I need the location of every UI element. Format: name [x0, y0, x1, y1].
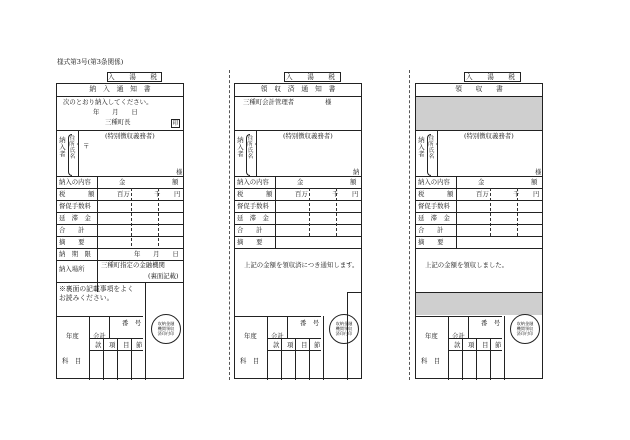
- fee-label: 督促手数料: [418, 202, 450, 210]
- special-collector: (特別徴収義務者): [105, 132, 155, 140]
- address-label: 住所・氏名: [247, 136, 259, 160]
- mayor-name: 三種町長: [105, 118, 131, 126]
- special-collector: (特別徴収義務者): [283, 132, 333, 140]
- account-label: 会計: [271, 332, 284, 340]
- number-label: 番 号: [300, 319, 320, 327]
- total-label: 合 計: [418, 226, 444, 234]
- number-label: 番 号: [122, 319, 142, 327]
- number-label: 番 号: [481, 319, 501, 327]
- tax-title-1: 入 湯 税: [108, 73, 161, 81]
- tax-label: 税: [237, 190, 244, 198]
- setsu-label: 節: [136, 341, 143, 349]
- subject-label: 科 目: [421, 357, 441, 365]
- gaku-label: 額: [350, 178, 357, 186]
- tax-label: 税: [59, 190, 66, 198]
- fee-label: 督促手数料: [59, 202, 91, 210]
- gray-area-bottom: [416, 293, 542, 315]
- gray-area-top: [416, 97, 542, 130]
- thousand-label: 千: [332, 190, 339, 198]
- fiscal-year-label: 年度: [425, 332, 438, 340]
- gaku-label: 額: [531, 178, 538, 186]
- payment-content-label: 納入の内容: [418, 178, 450, 186]
- kin-label: 金: [297, 178, 304, 186]
- setsu-label: 節: [314, 341, 321, 349]
- place-text: 三種町指定の金融機関: [101, 261, 165, 269]
- note-text: ※裏面の記載事項をよくお読みください。: [59, 285, 134, 302]
- address-label: 住所・氏名: [428, 136, 440, 160]
- place-note: (裏面記載): [148, 272, 179, 280]
- postal-mark: 〒: [83, 142, 90, 150]
- account-label: 会計: [93, 332, 106, 340]
- recipient-name: 三種町会計管理者: [243, 98, 295, 106]
- intro-text: 次のとおり納入してください。: [63, 98, 153, 106]
- sama-label: 様: [176, 168, 183, 176]
- receipt-notice-form: [234, 83, 362, 379]
- tax-amount-label: 額: [266, 190, 273, 198]
- seal-stamp: 印: [172, 120, 179, 127]
- thousand-label: 千: [513, 190, 520, 198]
- place-label: 納入場所: [59, 265, 85, 273]
- summary-label: 摘 要: [418, 238, 444, 246]
- tax-amount-label: 額: [88, 190, 95, 198]
- million-label: 百万: [117, 190, 130, 198]
- bank-receipt-seal: 収納金融 機関領収 済印付印: [329, 314, 359, 344]
- bank-receipt-seal: 収納金融 機関領収 済印付印: [151, 314, 181, 344]
- total-label: 合 計: [59, 226, 85, 234]
- payer-label: 納入者: [59, 136, 66, 158]
- receipt-notice-text: 上記の金額を領収済につき通知します。: [244, 261, 359, 269]
- fiscal-year-label: 年度: [66, 332, 79, 340]
- form-title: 納 入 通 知 書: [89, 85, 151, 93]
- deadline-label: 納 期 限: [59, 250, 91, 258]
- kou-label: 項: [468, 341, 475, 349]
- receipt-text: 上記の金額を領収しました。: [425, 261, 509, 269]
- recipient-sama: 様: [325, 98, 332, 106]
- form-title: 領 収 書: [455, 85, 503, 93]
- deadline-date: 年 月 日: [134, 250, 179, 258]
- moku-label: 目: [301, 341, 308, 349]
- setsu-label: 節: [495, 341, 502, 349]
- form-label: 様式第3号(第3条関係): [57, 58, 124, 66]
- nou-label: 納: [353, 168, 360, 176]
- payment-content-label: 納入の内容: [59, 178, 91, 186]
- kou-label: 項: [287, 341, 294, 349]
- tax-amount-label: 額: [447, 190, 454, 198]
- fiscal-year-label: 年度: [244, 332, 257, 340]
- tax-title-2: 入 湯 税: [284, 72, 341, 82]
- yen-label: 円: [533, 190, 540, 198]
- moku-label: 目: [123, 341, 130, 349]
- kan-label: 款: [95, 341, 102, 349]
- subject-label: 科 目: [62, 357, 82, 365]
- fee-label: 督促手数料: [237, 202, 269, 210]
- payer-label: 納入者: [237, 136, 244, 158]
- address-label: 住所・氏名: [69, 136, 81, 160]
- late-fee-label: 延 滞 金: [59, 214, 91, 222]
- million-label: 百万: [476, 190, 489, 198]
- kan-label: 款: [273, 341, 280, 349]
- kin-label: 金: [119, 178, 126, 186]
- kou-label: 項: [109, 341, 116, 349]
- bank-receipt-seal: 収納金融 機関領収 済印付印: [510, 314, 540, 344]
- yen-label: 円: [174, 190, 181, 198]
- issue-date: 年 月 日: [93, 108, 138, 116]
- thousand-label: 千: [154, 190, 161, 198]
- kin-label: 金: [478, 178, 485, 186]
- sama-label: 様: [535, 168, 542, 176]
- account-label: 会計: [452, 332, 465, 340]
- tax-title-3: 入 湯 税: [464, 72, 521, 82]
- late-fee-label: 延 滞 金: [418, 214, 450, 222]
- tax-label: 税: [418, 190, 425, 198]
- kan-label: 款: [454, 341, 461, 349]
- summary-label: 摘 要: [59, 238, 85, 246]
- gaku-label: 額: [172, 178, 179, 186]
- late-fee-label: 延 滞 金: [237, 214, 269, 222]
- million-label: 百万: [295, 190, 308, 198]
- moku-label: 目: [482, 341, 489, 349]
- subject-label: 科 目: [240, 357, 260, 365]
- receipt-form: [415, 83, 543, 379]
- payment-notice-form: [56, 83, 184, 379]
- payer-label: 納入者: [418, 136, 425, 158]
- total-label: 合 計: [237, 226, 263, 234]
- form-title: 領 収 済 通 知 書: [260, 85, 336, 93]
- yen-label: 円: [352, 190, 359, 198]
- summary-label: 摘 要: [237, 238, 263, 246]
- payment-content-label: 納入の内容: [237, 178, 269, 186]
- special-collector: (特別徴収義務者): [464, 132, 514, 140]
